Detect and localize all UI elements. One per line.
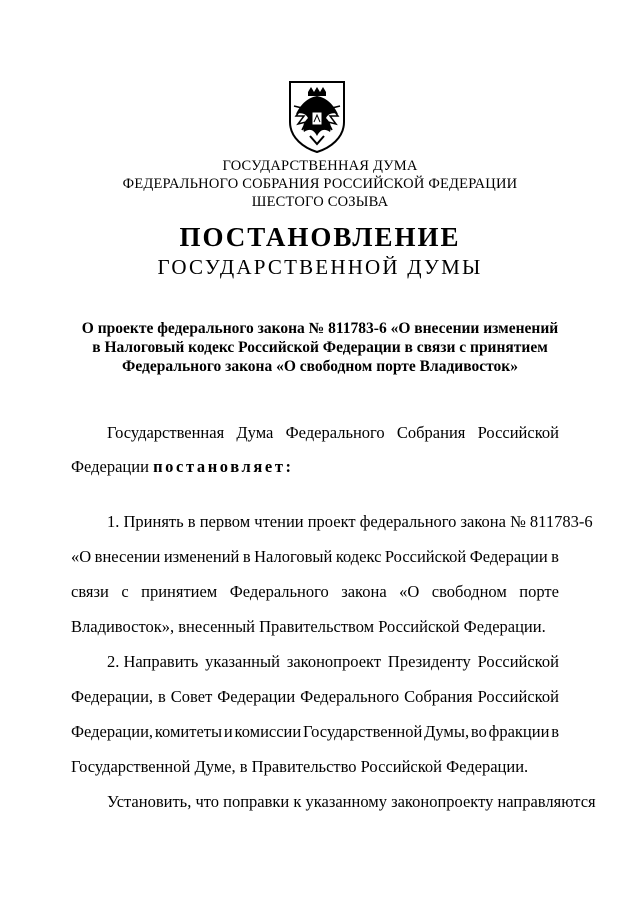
item2-word: Государственной: [303, 722, 423, 741]
item1-word: Налоговый: [254, 547, 333, 566]
preamble-line-2: [71, 457, 559, 477]
item2-word: в: [551, 722, 559, 741]
item2-word: указанный: [205, 652, 280, 671]
subject-line-2: в Налоговый кодекс Российской Федерации в связи с принятием: [92, 339, 548, 356]
item1-word: закона: [341, 582, 387, 601]
item2-word: Федерального: [300, 687, 400, 706]
preamble-word: Государственная: [107, 423, 225, 442]
item2-line-2: [71, 687, 559, 707]
item2-word: Собрания: [404, 687, 473, 706]
item1-word: «О: [399, 582, 420, 601]
header-line-1: ГОСУДАРСТВЕННАЯ ДУМА: [222, 158, 418, 174]
item2-word: Российской: [477, 687, 559, 706]
header-line-2: ФЕДЕРАЛЬНОГО СОБРАНИЯ РОССИЙСКОЙ ФЕДЕРАЦИИ: [122, 176, 518, 192]
item1-line-1: 1. Принять в первом чтении проект федерального закона № 811783-6: [107, 512, 593, 531]
item1-word: связи: [71, 582, 109, 601]
item2-line-4: Государственной Думе, в Правительство Российской Федерации.: [71, 757, 529, 776]
item1-word: Федерации: [469, 547, 548, 566]
item2-word: во: [470, 722, 487, 741]
preamble-word: Собрания: [396, 423, 466, 442]
item1-line-2: [71, 547, 559, 567]
item1-word: внесении: [94, 547, 161, 566]
preamble-line-1: [107, 423, 559, 443]
item2-word: в: [158, 687, 166, 706]
item1-word: «О: [71, 547, 92, 566]
subject-line-1: О проекте федерального закона № 811783-6 «О внесении изменений: [81, 320, 559, 337]
item2-line-1: [107, 652, 559, 672]
item1-word: принятием: [141, 582, 218, 601]
item2-word: Российской: [477, 652, 559, 671]
item2-word: фракции: [488, 722, 550, 741]
item1-word: кодекс: [335, 547, 382, 566]
item1-word: Федерального: [229, 582, 329, 601]
item2-word: 2. Направить: [107, 652, 199, 671]
item2-word: законопроект: [286, 652, 382, 671]
preamble-word: Российской: [477, 423, 559, 442]
document-subtitle: ГОСУДАРСТВЕННОЙ ДУМЫ: [157, 255, 483, 279]
item2-line-3: [71, 722, 559, 742]
item1-word: свободном: [431, 582, 507, 601]
preamble-word: Федерального: [285, 423, 385, 442]
header-line-3: ШЕСТОГО СОЗЫВА: [251, 194, 389, 210]
item1-line-3: [71, 582, 559, 602]
item2-word: Совет: [170, 687, 213, 706]
preamble-word: Дума: [236, 423, 274, 442]
item2-word: Федерации,: [71, 687, 154, 706]
item1-word: изменений: [163, 547, 240, 566]
item1-word: в: [242, 547, 251, 566]
item2-word: Федерации: [217, 687, 296, 706]
item1-word: с: [121, 582, 129, 601]
item2-word: Президенту: [387, 652, 471, 671]
item2-word: Думы,: [424, 722, 470, 741]
item2-word: Федерации,: [71, 722, 154, 741]
preamble-federation: Федерации: [71, 457, 149, 476]
item2-word: и: [223, 722, 233, 741]
item3-line-1: Установить, что поправки к указанному законопроекту направляются: [107, 792, 596, 811]
item2-word: комиссии: [234, 722, 302, 741]
item1-word: Российской: [384, 547, 467, 566]
item1-word: в: [551, 547, 559, 566]
preamble-resolves: постановляет:: [153, 457, 294, 476]
item1-line-4: Владивосток», внесенный Правительством Российской Федерации.: [71, 617, 546, 636]
item2-word: комитеты: [154, 722, 223, 741]
subject-line-3: Федерального закона «О свободном порте Владивосток»: [122, 358, 518, 375]
coat-of-arms-emblem: [282, 78, 352, 154]
document-title: ПОСТАНОВЛЕНИЕ: [179, 222, 461, 252]
item1-word: порте: [519, 582, 559, 601]
